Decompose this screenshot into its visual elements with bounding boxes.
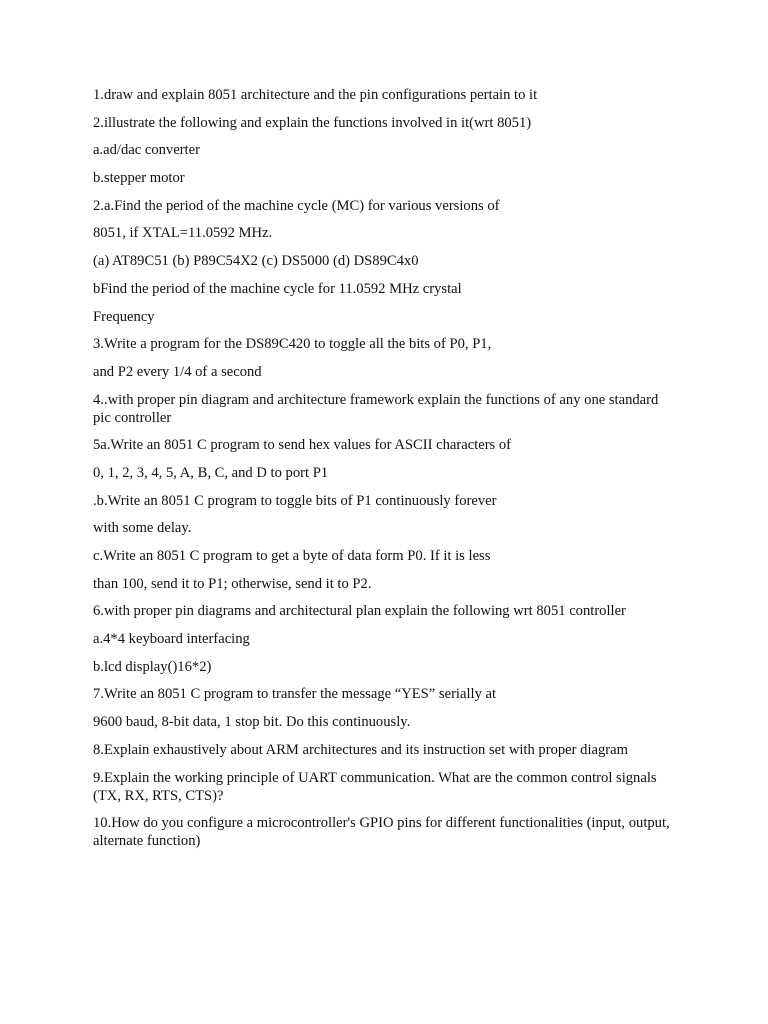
question-line: c.Write an 8051 C program to get a byte of data form P0. If it is less: [93, 548, 491, 564]
question-line: 3.Write a program for the DS89C420 to toggle all the bits of P0, P1,: [93, 336, 492, 353]
question-line: 7.Write an 8051 C program to transfer the message “YES” serially at: [93, 686, 497, 703]
question-line: 10.How do you configure a microcontroller's GPIO pins for different functionalities (input, output, alternate function): [93, 815, 674, 850]
question-line: 5a.Write an 8051 C program to send hex values for ASCII characters of: [93, 437, 512, 454]
question-line: 8.Explain exhaustively about ARM architectures and its instruction set with proper diagram: [93, 741, 628, 758]
question-line: 2.a.Find the period of the machine cycle (MC) for various versions of: [93, 197, 500, 214]
question-line: bFind the period of the machine cycle for 11.0592 MHz crystal: [93, 280, 462, 297]
question-line: 4..with proper pin diagram and architecture framework explain the functions of any one standard pic controller: [93, 391, 662, 426]
question-line: and P2 every 1/4 of a second: [93, 363, 262, 380]
question-line: Frequency: [93, 308, 155, 325]
question-line: 8051, if XTAL=11.0592 MHz.: [93, 225, 273, 242]
question-list: [93, 86, 678, 860]
question-line: with some delay.: [93, 520, 192, 537]
question-line: .b.Write an 8051 C program to toggle bits of P1 continuously forever: [93, 492, 497, 509]
question-line: a.4*4 keyboard interfacing: [93, 631, 250, 648]
question-line: 9600 baud, 8-bit data, 1 stop bit. Do this continuously.: [93, 714, 411, 731]
question-line: b.lcd display()16*2): [93, 658, 212, 675]
question-line: 0, 1, 2, 3, 4, 5, A, B, C, and D to port P1: [93, 464, 329, 481]
question-line: 2.illustrate the following and explain the functions involved in it(wrt 8051): [93, 114, 532, 131]
question-line: a.ad/dac converter: [93, 142, 200, 159]
question-line: than 100, send it to P1; otherwise, send it to P2.: [93, 575, 372, 592]
question-line: 9.Explain the working principle of UART communication. What are the common control signals (TX, RX, RTS, CTS)?: [93, 769, 661, 804]
question-line: 6.with proper pin diagrams and architectural plan explain the following wrt 8051 controller: [93, 603, 626, 620]
question-line: b.stepper motor: [93, 170, 185, 187]
question-line: 1.draw and explain 8051 architecture and the pin configurations pertain to it: [93, 87, 538, 103]
question-line: (a) AT89C51 (b) P89C54X2 (c) DS5000 (d) DS89C4x0: [93, 253, 419, 270]
